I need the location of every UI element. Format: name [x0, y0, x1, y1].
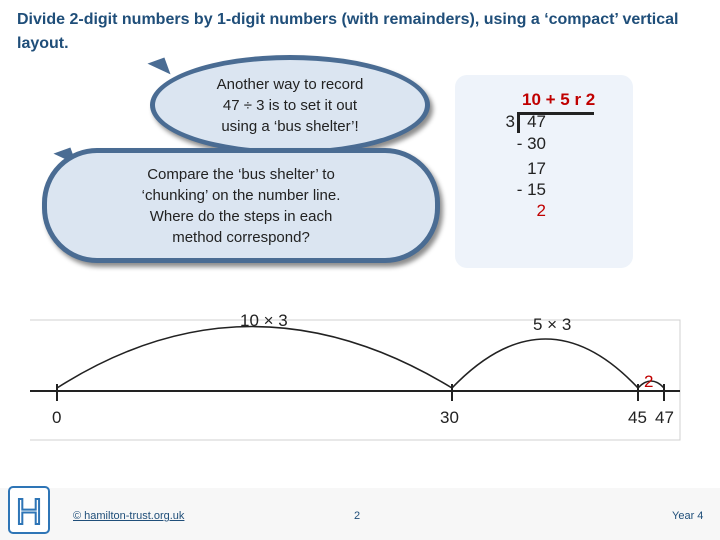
label-47: 47 [655, 408, 674, 427]
year-label: Year 4 [672, 510, 704, 522]
quotient-line: 10 + 5 r 2 [522, 90, 596, 109]
subtract-step-2: - 15 [516, 180, 546, 199]
subtract-step-1: - 30 [516, 134, 546, 153]
jump-label-10x3: 10 × 3 [240, 311, 288, 330]
copyright-text[interactable]: © hamilton-trust.org.uk [73, 510, 185, 522]
diagram-frame [30, 320, 680, 440]
jump-label-5x3: 5 × 3 [533, 315, 572, 334]
label-0: 0 [52, 408, 62, 427]
jump-arc-10x3 [57, 327, 452, 389]
bubble-text: Compare the ‘bus shelter’ to ‘chunking’ on the number line. Where do the steps in each method correspond? [141, 165, 341, 246]
dividend: 47 [527, 112, 546, 131]
number-line-diagram [0, 300, 720, 460]
speech-bubble-compare [42, 148, 440, 263]
remainder-step-1: 17 [527, 159, 546, 178]
hamilton-logo-icon [8, 486, 50, 534]
copyright-link[interactable] [73, 510, 184, 522]
bubble-text: Another way to record 47 ÷ 3 is to set it out using a ‘bus shelter’! [216, 75, 364, 135]
page-number: 2 [354, 510, 361, 522]
page-title: Divide 2-digit numbers by 1-digit numbers (with remainders), using a ‘compact’ vertical layout. [17, 11, 679, 52]
label-45: 45 [628, 408, 647, 427]
svg-text:H: H [16, 491, 42, 532]
jump-label-2: 2 [644, 372, 654, 391]
speech-bubble-bus-shelter [150, 55, 430, 155]
divisor: 3 [505, 112, 515, 131]
jump-arc-5x3 [452, 339, 638, 388]
label-30: 30 [440, 408, 459, 427]
bubble-tail [147, 57, 170, 80]
final-remainder: 2 [536, 201, 546, 220]
